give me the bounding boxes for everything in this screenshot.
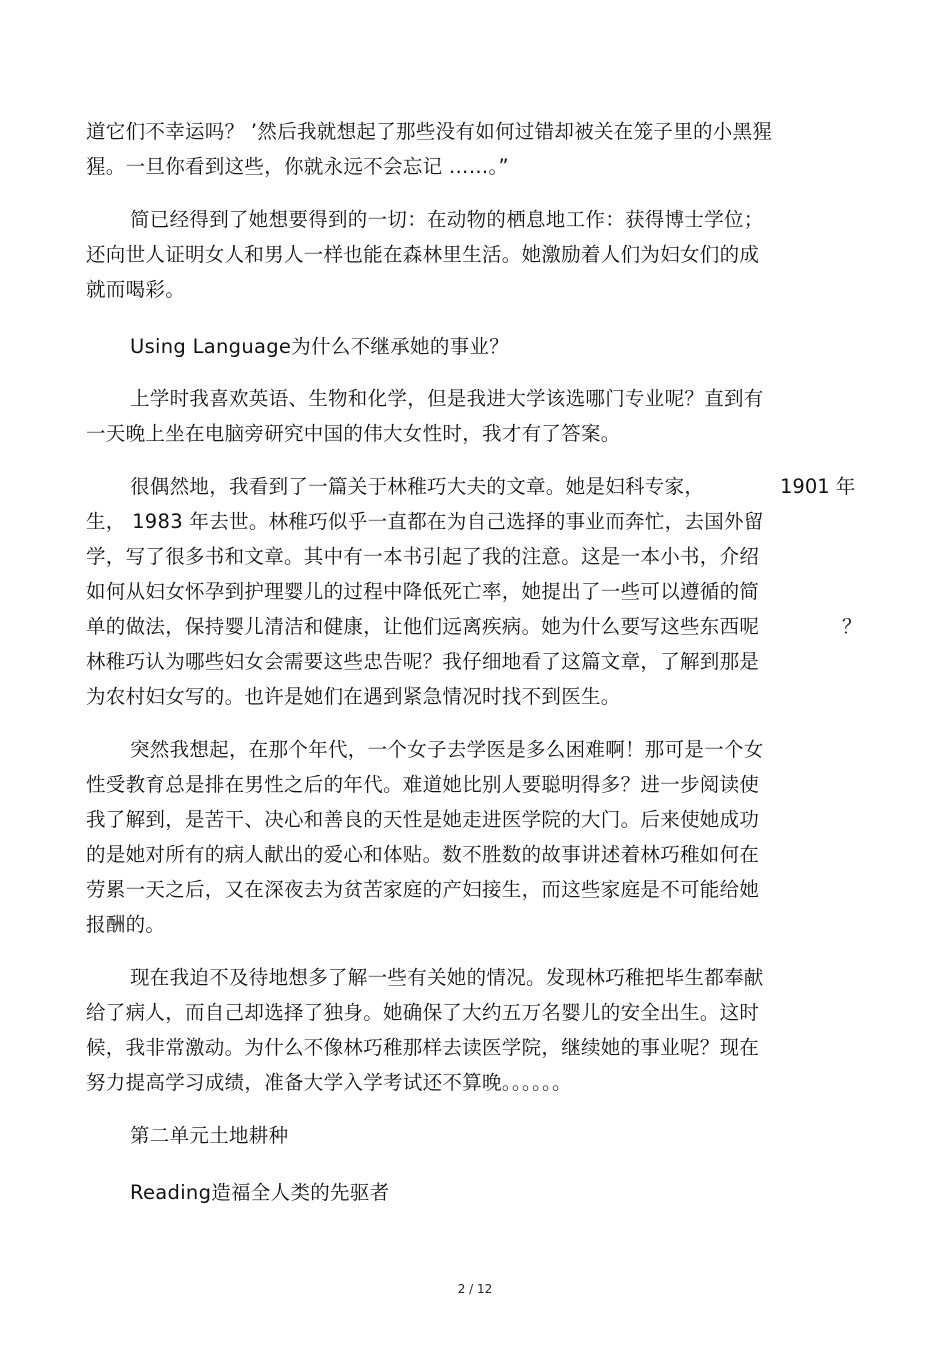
text-line: 为农村妇女写的。也许是她们在遇到紧急情况时找不到医生。 xyxy=(86,685,621,708)
section-heading: Using Language为什么不继承她的事业？ xyxy=(130,335,510,358)
text-line: 的是她对所有的病人献出的爱心和体贴。数不胜数的故事讲述着林巧稚如何在 xyxy=(86,843,760,866)
text-line: 就而喝彩。 xyxy=(86,278,186,301)
text-line: 给了病人，而自己却选择了独身。她确保了大约五万名婴儿的安全出生。这时 xyxy=(86,1001,760,1024)
text-line: 突然我想起，在那个年代，一个女子去学医是多么困难啊！那可是一个女 xyxy=(130,738,764,761)
text-line: 单的做法，保持婴儿清洁和健康，让他们远离疾病。她为什么要写这些东西呢 xyxy=(86,615,760,638)
text-line: 很偶然地，我看到了一篇关于林稚巧大夫的文章。她是妇科专家， xyxy=(130,475,705,498)
text-fragment: ？ xyxy=(842,615,862,638)
text-line: 一天晚上坐在电脑旁研究中国的伟大女性时，我才有了答案。 xyxy=(86,422,621,445)
text-line: 上学时我喜欢英语、生物和化学，但是我进大学该选哪门专业呢？直到有 xyxy=(130,387,764,410)
text-line: 报酬的。 xyxy=(86,913,166,936)
text-line: 猩。一旦你看到这些，你就永远不会忘记 ……。” xyxy=(86,155,509,178)
text-line: 努力提高学习成绩，准备大学入学考试还不算晚。。。。。。 xyxy=(86,1071,572,1094)
text-line: 道它们不幸运吗？ ’然后我就想起了那些没有如何过错却被关在笼子里的小黑猩 xyxy=(86,120,773,143)
text-line: 还向世人证明女人和男人一样也能在森林里生活。她激励着人们为妇女们的成 xyxy=(86,243,760,266)
text-line: 现在我迫不及待地想多了解一些有关她的情况。发现林巧稚把毕生都奉献 xyxy=(130,966,764,989)
text-line: 我了解到，是苦干、决心和善良的天性是她走进医学院的大门。后来使她成功 xyxy=(86,808,760,831)
text-line: 生， 1983 年去世。林稚巧似乎一直都在为自己选择的事业而奔忙，去国外留 xyxy=(86,510,764,533)
text-line: 学，写了很多书和文章。其中有一本书引起了我的注意。这是一本小书，介绍 xyxy=(86,545,760,568)
text-line: 简已经得到了她想要得到的一切：在动物的栖息地工作：获得博士学位； xyxy=(130,208,764,231)
section-heading: 第二单元土地耕种 xyxy=(130,1124,289,1147)
text-line: 劳累一天之后，又在深夜去为贫苦家庭的产妇接生，而这些家庭是不可能给她 xyxy=(86,878,760,901)
text-line: 候，我非常激动。为什么不像林巧稚那样去读医学院，继续她的事业呢？现在 xyxy=(86,1036,760,1059)
text-line: 林稚巧认为哪些妇女会需要这些忠告呢？我仔细地看了这篇文章，了解到那是 xyxy=(86,650,760,673)
text-line: 性受教育总是排在男性之后的年代。难道她比别人要聪明得多？进一步阅读使 xyxy=(86,773,760,796)
text-fragment: 1901 年 xyxy=(780,475,856,498)
text-line: 如何从妇女怀孕到护理婴儿的过程中降低死亡率，她提出了一些可以遵循的简 xyxy=(86,580,760,603)
section-heading: Reading造福全人类的先驱者 xyxy=(130,1181,390,1204)
page-number: 2 / 12 xyxy=(457,1282,493,1296)
